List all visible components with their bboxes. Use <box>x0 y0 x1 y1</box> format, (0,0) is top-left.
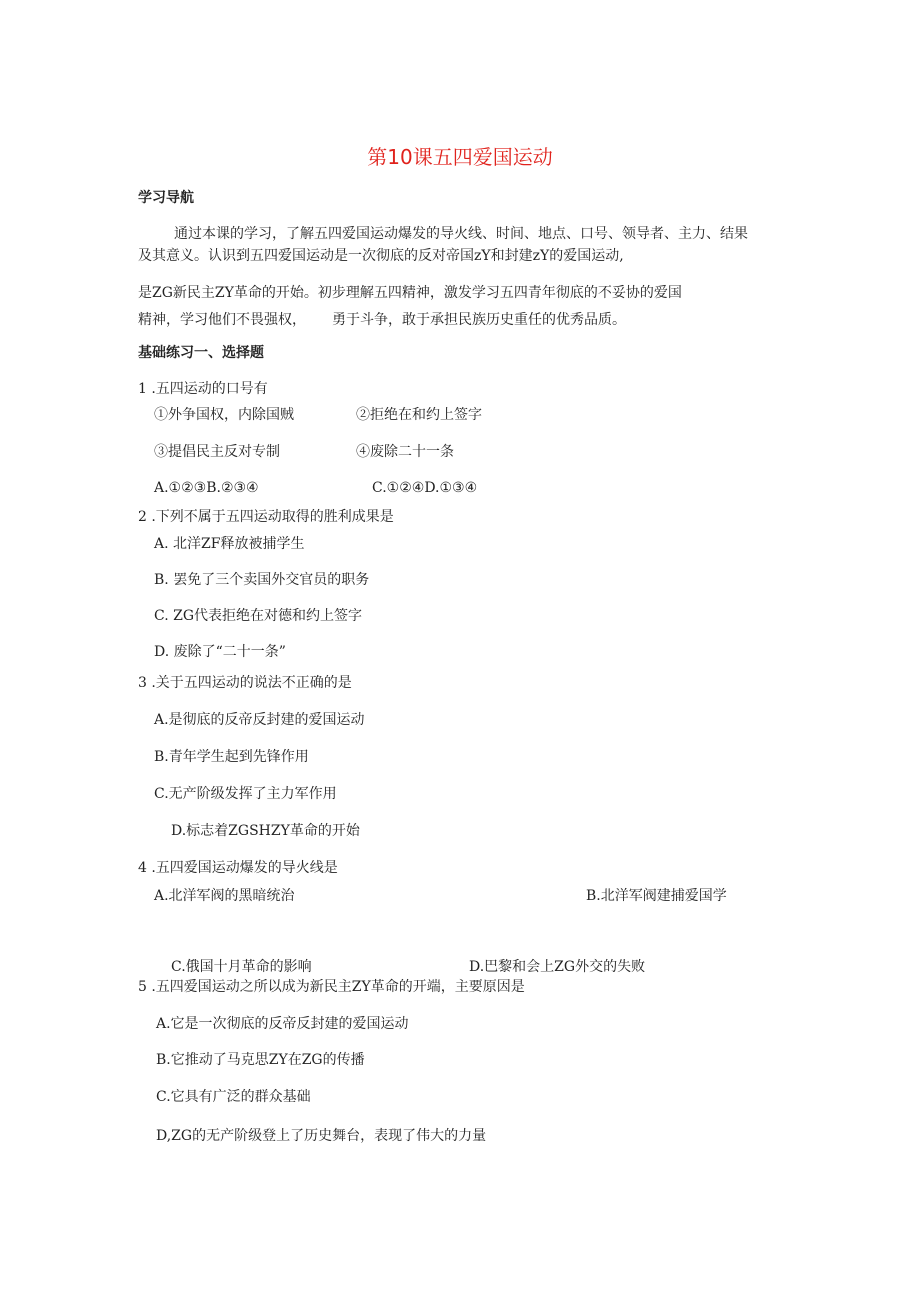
q4-option-a: A.北洋军阀的黑暗统治 <box>154 888 295 904</box>
q2-stem: 2 .下列不属于五四运动取得的胜利成果是 <box>138 509 394 525</box>
q2-option-a: A. 北洋ZF释放被捕学生 <box>154 536 305 552</box>
page-title: 第10课五四爱国运动 <box>367 145 553 169</box>
practice-heading: 基础练习一、选择题 <box>138 345 264 361</box>
guide-line-1: 通过本课的学习，了解五四爱国运动爆发的导火线、时间、地点、口号、领导者、主力、结果 <box>174 226 748 242</box>
q5-option-d: D,ZG的无产阶级登上了历史舞台，表现了伟大的力量 <box>156 1128 487 1144</box>
q3-option-a: A.是彻底的反帝反封建的爱国运动 <box>154 712 365 728</box>
q5-option-c: C.它具有广泛的群众基础 <box>156 1089 311 1105</box>
guide-line-4b: 勇于斗争，敢于承担民族历史重任的优秀品质。 <box>332 312 626 328</box>
guide-line-2: 及其意义。认识到五四爱国运动是一次彻底的反对帝国zY和封建zY的爱国运动, <box>138 248 624 264</box>
q4-option-b: B.北洋军阀建捕爱国学 <box>586 888 727 904</box>
q1-option-4: ④废除二十一条 <box>356 444 454 460</box>
q1-option-1: ①外争国权，内除国贼 <box>154 407 294 423</box>
q2-option-c: C. ZG代表拒绝在对德和约上签字 <box>154 608 363 624</box>
q5-option-a: A.它是一次彻底的反帝反封建的爱国运动 <box>156 1016 409 1032</box>
guide-line-3: 是ZG新民主ZY革命的开始。初步理解五四精神，激发学习五四青年彻底的不妥协的爱国 <box>138 285 682 301</box>
q5-option-b: B.它推动了马克思ZY在ZG的传播 <box>156 1052 365 1068</box>
q4-stem: 4 .五四爱国运动爆发的导火线是 <box>138 860 338 876</box>
q1-choices-ab: A.①②③B.②③④ <box>154 480 259 496</box>
q1-stem: 1 .五四运动的口号有 <box>138 381 268 397</box>
q1-option-2: ②拒绝在和约上签字 <box>356 407 482 423</box>
guide-line-4a: 精神，学习他们不畏强权， <box>138 312 306 328</box>
q3-option-c: C.无产阶级发挥了主力军作用 <box>154 786 337 802</box>
q4-option-d: D.巴黎和会上ZG外交的失败 <box>469 959 646 975</box>
guide-heading: 学习导航 <box>138 190 194 206</box>
q4-option-c: C.俄国十月革命的影响 <box>171 959 312 975</box>
q1-choices-cd: C.①②④D.①③④ <box>372 480 478 496</box>
q2-option-b: B. 罢免了三个卖国外交官员的职务 <box>154 572 370 588</box>
q3-option-b: B.青年学生起到先锋作用 <box>154 749 309 765</box>
q2-option-d: D. 废除了“二十一条” <box>154 644 286 660</box>
q3-option-d: D.标志着ZGSHZY革命的开始 <box>171 823 360 839</box>
q5-stem: 5 .五四爱国运动之所以成为新民主ZY革命的开端，主要原因是 <box>138 979 525 995</box>
q3-stem: 3 .关于五四运动的说法不正确的是 <box>138 675 352 691</box>
q1-option-3: ③提倡民主反对专制 <box>154 444 280 460</box>
